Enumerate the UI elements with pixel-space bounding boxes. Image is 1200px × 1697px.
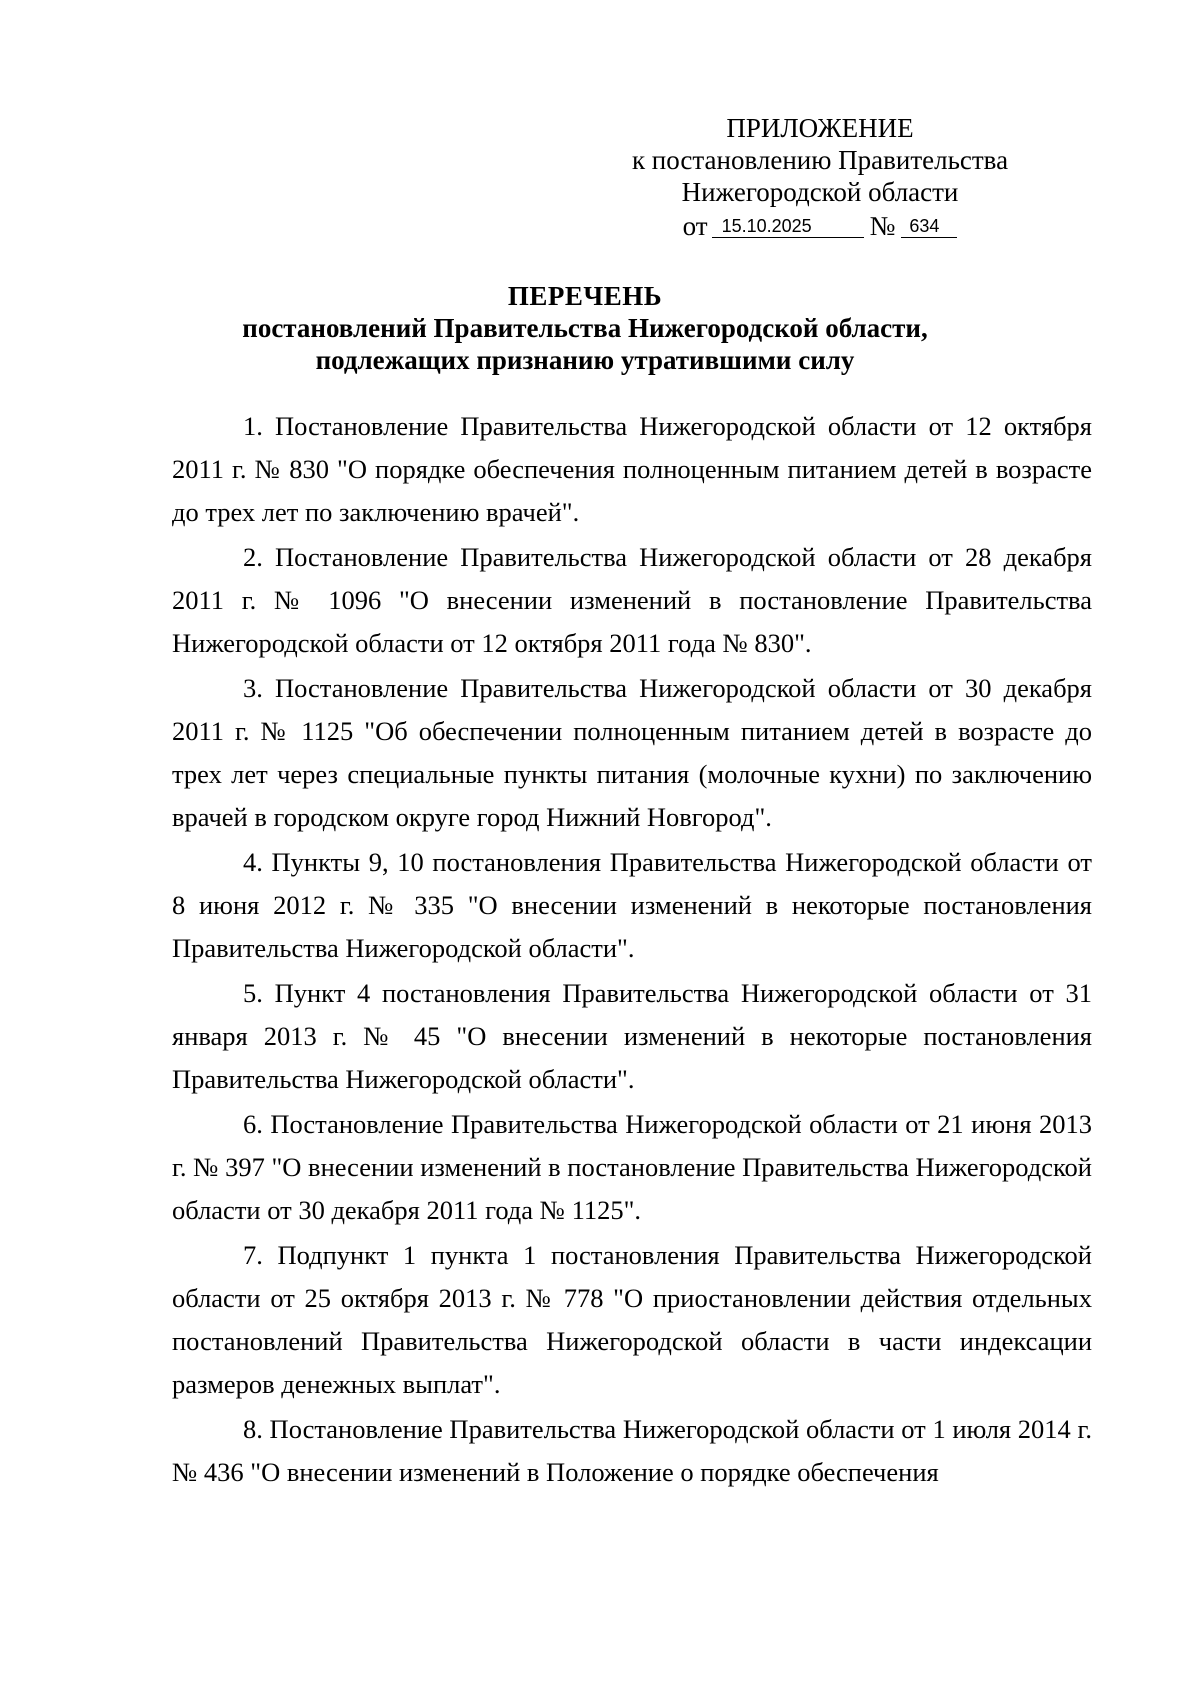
list-item: 3. Постановление Правительства Нижегородской области от 30 декабря 2011 г. № 1125 "Об обеспечении полноценным питанием детей в возрасте до трех лет через специальные пункты питания (молочные кухни) по заключению врачей в городском округе город Нижний Новгород".	[172, 673, 1092, 832]
document-title	[150, 280, 1020, 376]
appendix-header	[600, 112, 1040, 242]
list-item: 6. Постановление Правительства Нижегородской области от 21 июня 2013 г. № 397 "О внесении изменений в постановление Правительства Нижегородской области от 30 декабря 2011 года № 1125".	[172, 1109, 1092, 1225]
list-item: 7. Подпункт 1 пункта 1 постановления Правительства Нижегородской области от 25 октября 2013 г. № 778 "О приостановлении действия отдельных постановлений Правительства Нижегородской области в части индексации размеров денежных выплат".	[172, 1240, 1092, 1399]
appendix-heading: ПРИЛОЖЕНИЕ	[726, 113, 914, 143]
items-list	[172, 405, 1092, 1496]
list-item: 8. Постановление Правительства Нижегородской области от 1 июля 2014 г. № 436 "О внесении изменений в Положение о порядке обеспечения	[172, 1414, 1092, 1487]
date-field: 15.10.2025	[712, 215, 864, 238]
list-item: 1. Постановление Правительства Нижегородской области от 12 октября 2011 г. № 830 "О порядке обеспечения полноценным питанием детей в возрасте до трех лет по заключению врачей".	[172, 411, 1092, 527]
appendix-line-3: Нижегородской области	[681, 177, 959, 207]
list-item: 2. Постановление Правительства Нижегородской области от 28 декабря 2011 г. № 1096 "О внесении изменений в постановление Правительства Нижегородской области от 12 октября 2011 года № 830".	[172, 542, 1092, 658]
from-label: от	[682, 211, 708, 241]
appendix-date-line	[600, 210, 1040, 242]
title-main: ПЕРЕЧЕНЬ	[507, 281, 663, 311]
list-item: 4. Пункты 9, 10 постановления Правительства Нижегородской области от 8 июня 2012 г. № 335 "О внесении изменений в некоторые постановления Правительства Нижегородской области".	[172, 847, 1092, 963]
number-label: №	[869, 211, 896, 241]
title-sub-1: постановлений Правительства Нижегородской области,	[242, 313, 928, 343]
title-sub-2: подлежащих признанию утратившими силу	[315, 345, 855, 375]
number-field: 634	[901, 215, 957, 238]
list-item: 5. Пункт 4 постановления Правительства Нижегородской области от 31 января 2013 г. № 45 "О внесении изменений в некоторые постановления Правительства Нижегородской области".	[172, 978, 1092, 1094]
appendix-line-2: к постановлению Правительства	[631, 145, 1009, 175]
